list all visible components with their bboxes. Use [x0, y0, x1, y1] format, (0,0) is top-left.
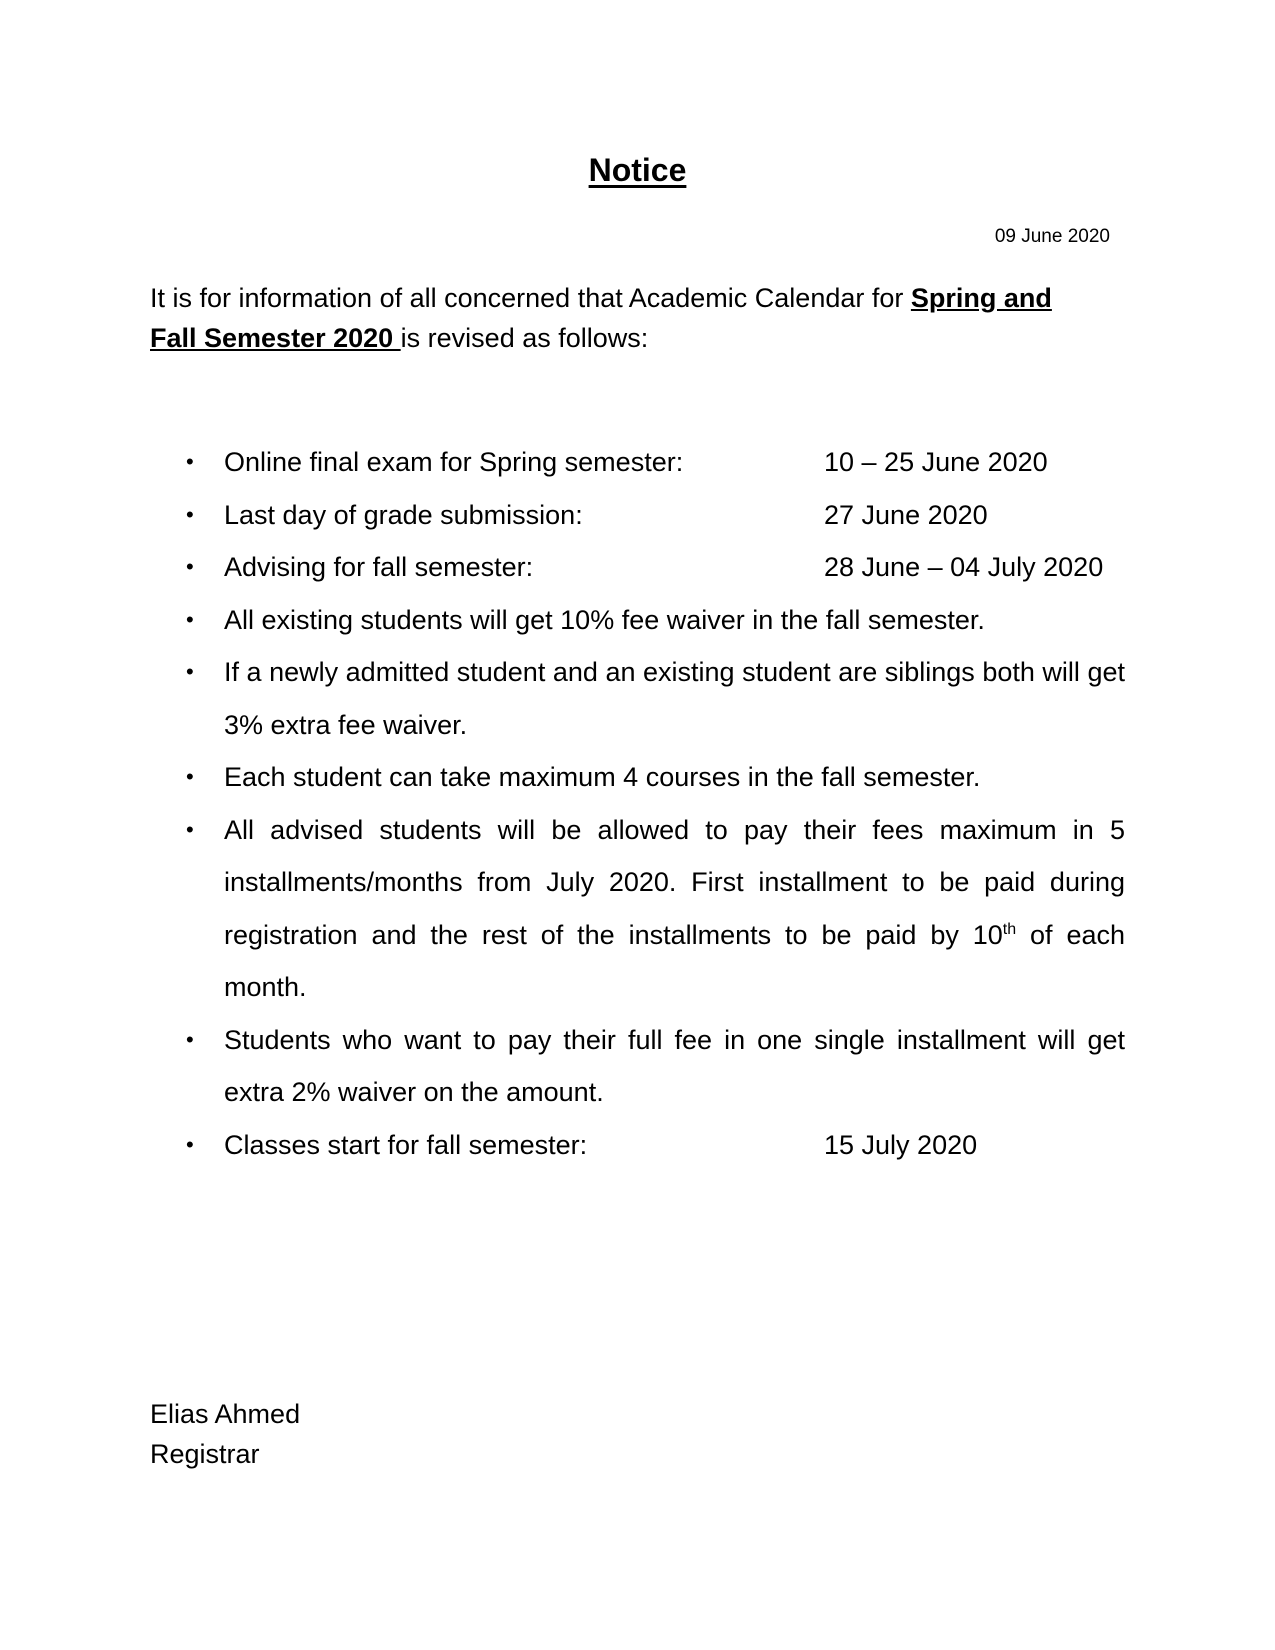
item-date: 28 June – 04 July 2020 [824, 552, 1104, 582]
item-date: 15 July 2020 [824, 1129, 978, 1160]
bullet-icon: • [186, 554, 194, 579]
item-superscript: th [1002, 920, 1017, 938]
list-item [150, 541, 1125, 594]
item-date: 10 – 25 June 2020 [824, 447, 1048, 477]
item-text: All advised students will be allowed to pay their fees maximum in 5 installments/months from July 2020. First installment to be paid during registration and the rest of the installments to be paid by 10 [224, 814, 1125, 950]
item-text: If a newly admitted student and an existing student are siblings both will get 3% extra fee waiver. [224, 657, 1125, 740]
item-text: Each student can take maximum 4 courses in the fall semester. [224, 762, 981, 792]
list-item [150, 489, 1125, 542]
item-text: All existing students will get 10% fee waiver in the fall semester. [224, 604, 985, 635]
list-item [150, 436, 1125, 489]
bullet-icon: • [186, 816, 194, 842]
bullet-icon: • [186, 1026, 194, 1052]
list-item [150, 1119, 1125, 1172]
item-text-tail: of each month. [224, 919, 1126, 1002]
intro-paragraph [150, 278, 1100, 358]
intro-text-post: is revised as follows: [400, 323, 649, 353]
item-label: Classes start for fall semester: [224, 1129, 588, 1160]
notice-date: 09 June 2020 [994, 226, 1110, 247]
list-item [150, 646, 1125, 751]
item-text: Students who want to pay their full fee in one single installment will get extra 2% waiver on the amount. [224, 1024, 1125, 1107]
list-item [150, 1014, 1125, 1119]
bullet-icon: • [186, 764, 194, 789]
list-item [150, 594, 1125, 647]
bullet-icon: • [186, 659, 194, 684]
bullet-icon: • [186, 1131, 194, 1157]
bullet-icon: • [186, 501, 194, 527]
signature-block [150, 1394, 300, 1474]
signatory-name: Elias Ahmed [150, 1399, 301, 1429]
notice-title: Notice [588, 152, 687, 188]
intro-text-pre: It is for information of all concerned that Academic Calendar for [150, 283, 911, 313]
bullet-icon: • [186, 449, 194, 474]
signatory-role: Registrar [150, 1439, 260, 1469]
list-item [150, 751, 1125, 804]
list-item [150, 804, 1125, 1014]
item-label: Online final exam for Spring semester: [224, 447, 684, 477]
calendar-items-list [150, 436, 1125, 1171]
bullet-icon: • [186, 606, 194, 632]
intro-semester-highlight: Spring and Fall Semester 2020 [150, 283, 1052, 353]
item-label: Advising for fall semester: [224, 552, 534, 582]
item-date: 27 June 2020 [824, 499, 988, 530]
item-label: Last day of grade submission: [224, 499, 583, 530]
